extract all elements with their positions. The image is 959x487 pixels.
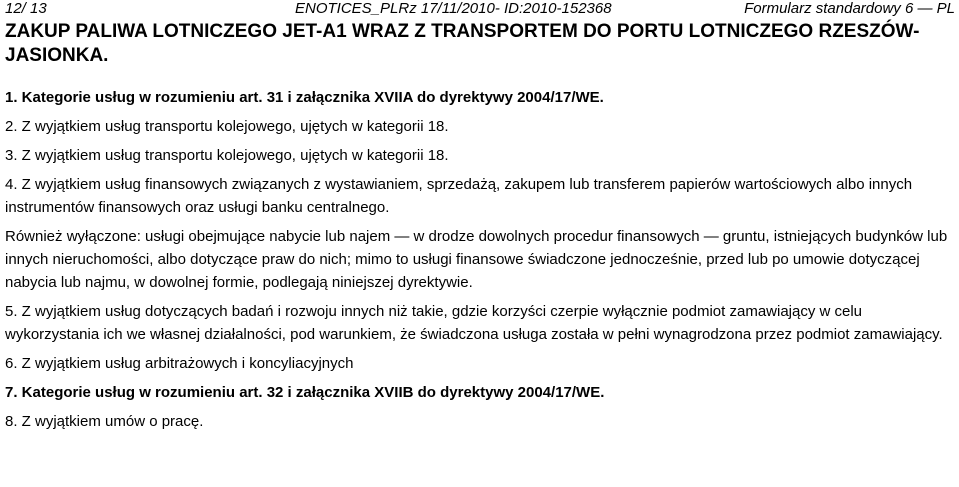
footnote-8: 8. Z wyjątkiem umów o pracę.	[5, 413, 204, 430]
footnote-7: 7. Kategorie usług w rozumieniu art. 32 i załącznika XVIIB do dyrektywy 2004/17/WE.	[5, 384, 605, 401]
footnote-4: 4. Z wyjątkiem usług finansowych związanych z wystawianiem, sprzedażą, zakupem lub transferem papierów wartościowych albo innych instrumentów finansowych oraz usługi banku centralnego.	[5, 176, 913, 216]
footnote-1: 1. Kategorie usług w rozumieniu art. 31 i załącznika XVIIA do dyrektywy 2004/17/WE.	[5, 89, 604, 106]
footnote-6: 6. Z wyjątkiem usług arbitrażowych i koncyliacyjnych	[5, 355, 354, 372]
footnote-5: 5. Z wyjątkiem usług dotyczących badań i rozwoju innych niż takie, gdzie korzyści czerpie wyłącznie podmiot zamawiający w celu wykorzystania ich we własnej działalności, pod warunkiem, że świadczona usługa została w pełni wynagrodzona przez podmiot zamawiający.	[5, 303, 943, 343]
document-page	[5, 0, 955, 433]
document-title: ZAKUP PALIWA LOTNICZEGO JET-A1 WRAZ Z TRANSPORTEM DO PORTU LOTNICZEGO RZESZÓW-JASIONKA.	[5, 21, 920, 66]
footnote-2: 2. Z wyjątkiem usług transportu kolejowego, ujętych w kategorii 18.	[5, 118, 449, 135]
footnote-4-continuation: Również wyłączone: usługi obejmujące nabycie lub najem — w drodze dowolnych procedur finansowych — gruntu, istniejących budynków lub innych nieruchomości, albo dotyczące praw do nich; mimo to usługi finansowe świadczone jednocześnie, przed lub po umowie dotyczącej nabycia lub najmu, w dowolnej formie, podlegają niniejszej dyrektywie.	[5, 228, 948, 291]
page-number: 12/ 13	[5, 0, 47, 17]
notice-id: ENOTICES_PLRz 17/11/2010- ID:2010-152368	[295, 0, 612, 17]
footnote-3: 3. Z wyjątkiem usług transportu kolejowego, ujętych w kategorii 18.	[5, 147, 449, 164]
form-type: Formularz standardowy 6 — PL	[744, 0, 955, 17]
page-header	[5, 0, 955, 18]
